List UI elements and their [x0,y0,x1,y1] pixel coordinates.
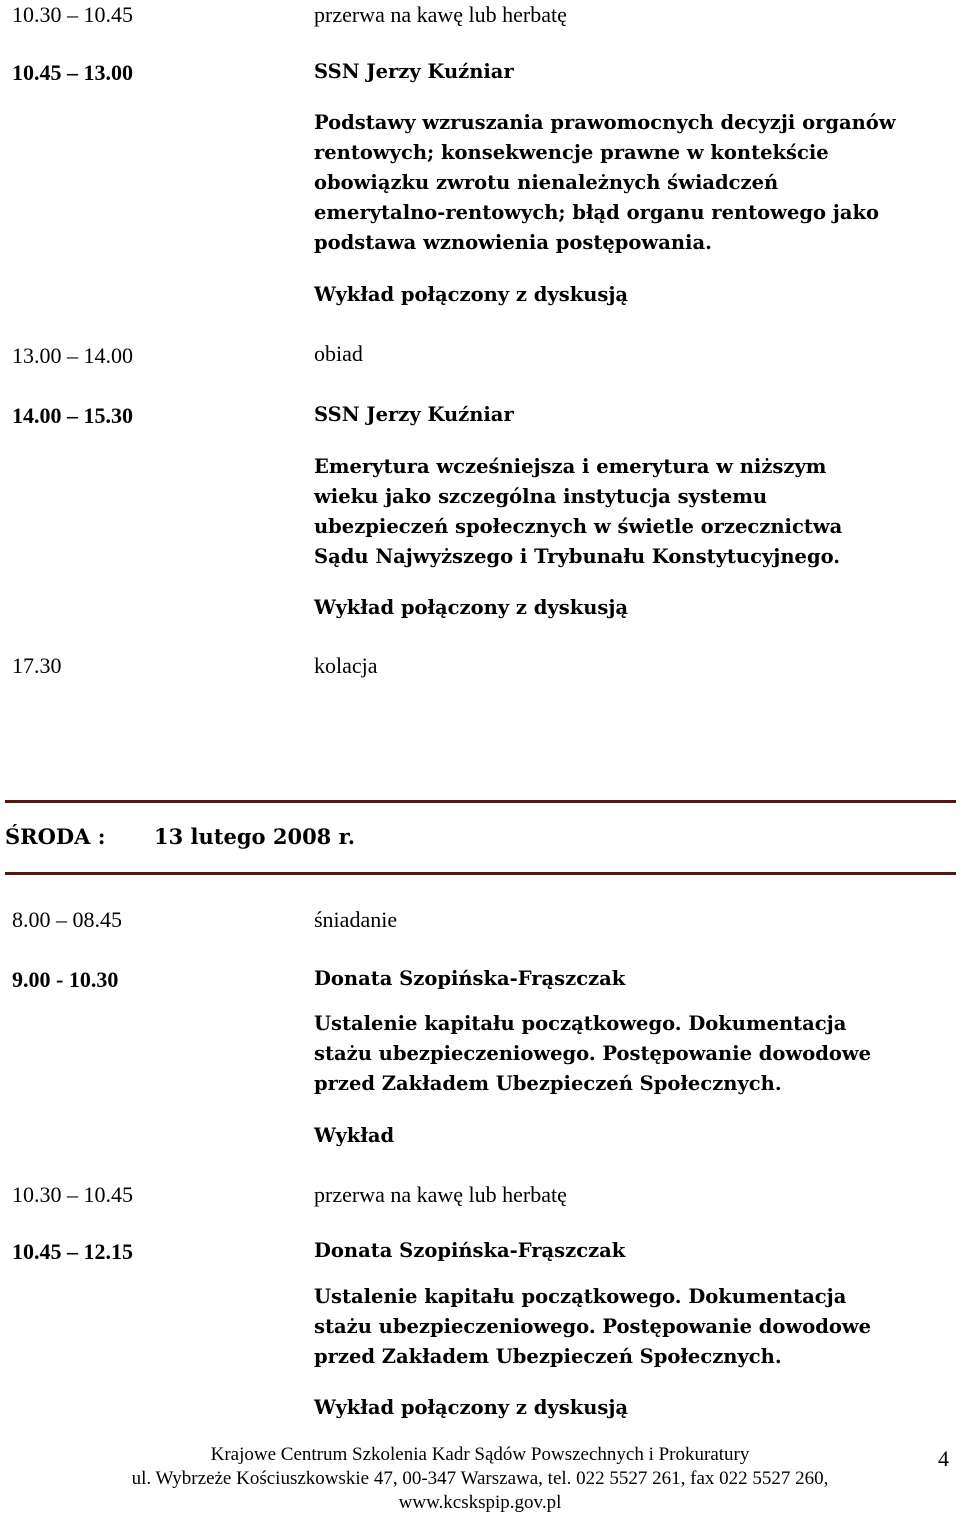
format-session-1: Wykład połączony z dyskusją [314,283,629,306]
topic-wed-session-1 [314,1009,871,1099]
topic-wed-session-2 [314,1282,871,1372]
divider-top [5,800,956,803]
breakfast-label: śniadanie [314,907,398,932]
time-breakfast: 8.00 – 08.45 [12,907,122,932]
topic-session-1 [314,108,896,258]
time-dinner: 17.30 [12,653,62,678]
format-wed-session-2: Wykład połączony z dyskusją [314,1396,629,1419]
topic-line: Emerytura wcześniejsza i emerytura w niższym [314,455,827,478]
speaker-session-2: SSN Jerzy Kuźniar [314,403,514,426]
time-session-1: 10.45 – 13.00 [12,60,133,85]
topic-session-2 [314,452,842,572]
time-lunch: 13.00 – 14.00 [12,343,133,368]
topic-line: Ustalenie kapitału początkowego. Dokumentacja [314,1012,847,1035]
day-date: 13 lutego 2008 r. [154,824,356,849]
day-label: ŚRODA : [5,824,106,849]
topic-line: Ustalenie kapitału początkowego. Dokumentacja [314,1285,847,1308]
topic-line: Podstawy wzruszania prawomocnych decyzji organów [314,111,896,134]
time-session-2: 14.00 – 15.30 [12,403,133,428]
dinner-label: kolacja [314,653,378,678]
footer-website[interactable]: www.kcskspip.gov.pl [398,1492,562,1513]
topic-line: rentowych; konsekwencje prawne w kontekście [314,141,829,164]
wed-break-label: przerwa na kawę lub herbatę [314,1182,567,1207]
page-number: 4 [938,1446,949,1471]
footer-address: ul. Wybrzeże Kościuszkowskie 47, 00-347 Warszawa, tel. 022 5527 261, fax 022 5527 260, [131,1468,829,1489]
topic-line: emerytalno-rentowych; błąd organu rentowego jako [314,201,879,224]
format-session-2: Wykład połączony z dyskusją [314,596,629,619]
speaker-session-1: SSN Jerzy Kuźniar [314,60,514,83]
time-wed-break: 10.30 – 10.45 [12,1182,133,1207]
format-wed-session-1: Wykład [314,1124,395,1147]
topic-line: obowiązku zwrotu nienależnych świadczeń [314,171,779,194]
lunch-label: obiad [314,341,363,366]
topic-line: ubezpieczeń społecznych w świetle orzecznictwa [314,515,843,538]
divider-bottom [5,872,956,875]
speaker-wed-session-1: Donata Szopińska-Frąszczak [314,967,626,990]
topic-line: wieku jako szczególna instytucja systemu [314,485,768,508]
break-label-1: przerwa na kawę lub herbatę [314,2,567,27]
topic-line: stażu ubezpieczeniowego. Postępowanie dowodowe [314,1315,872,1338]
time-wed-session-1: 9.00 - 10.30 [12,967,119,992]
footer-institution: Krajowe Centrum Szkolenia Kadr Sądów Powszechnych i Prokuratury [210,1444,750,1465]
topic-line: przed Zakładem Ubezpieczeń Społecznych. [314,1345,782,1368]
topic-line: Sądu Najwyższego i Trybunału Konstytucyjnego. [314,545,841,568]
topic-line: przed Zakładem Ubezpieczeń Społecznych. [314,1072,782,1095]
speaker-wed-session-2: Donata Szopińska-Frąszczak [314,1239,626,1262]
topic-line: podstawa wznowienia postępowania. [314,231,712,254]
topic-line: stażu ubezpieczeniowego. Postępowanie dowodowe [314,1042,872,1065]
time-wed-session-2: 10.45 – 12.15 [12,1239,133,1264]
time-break-1: 10.30 – 10.45 [12,2,133,27]
